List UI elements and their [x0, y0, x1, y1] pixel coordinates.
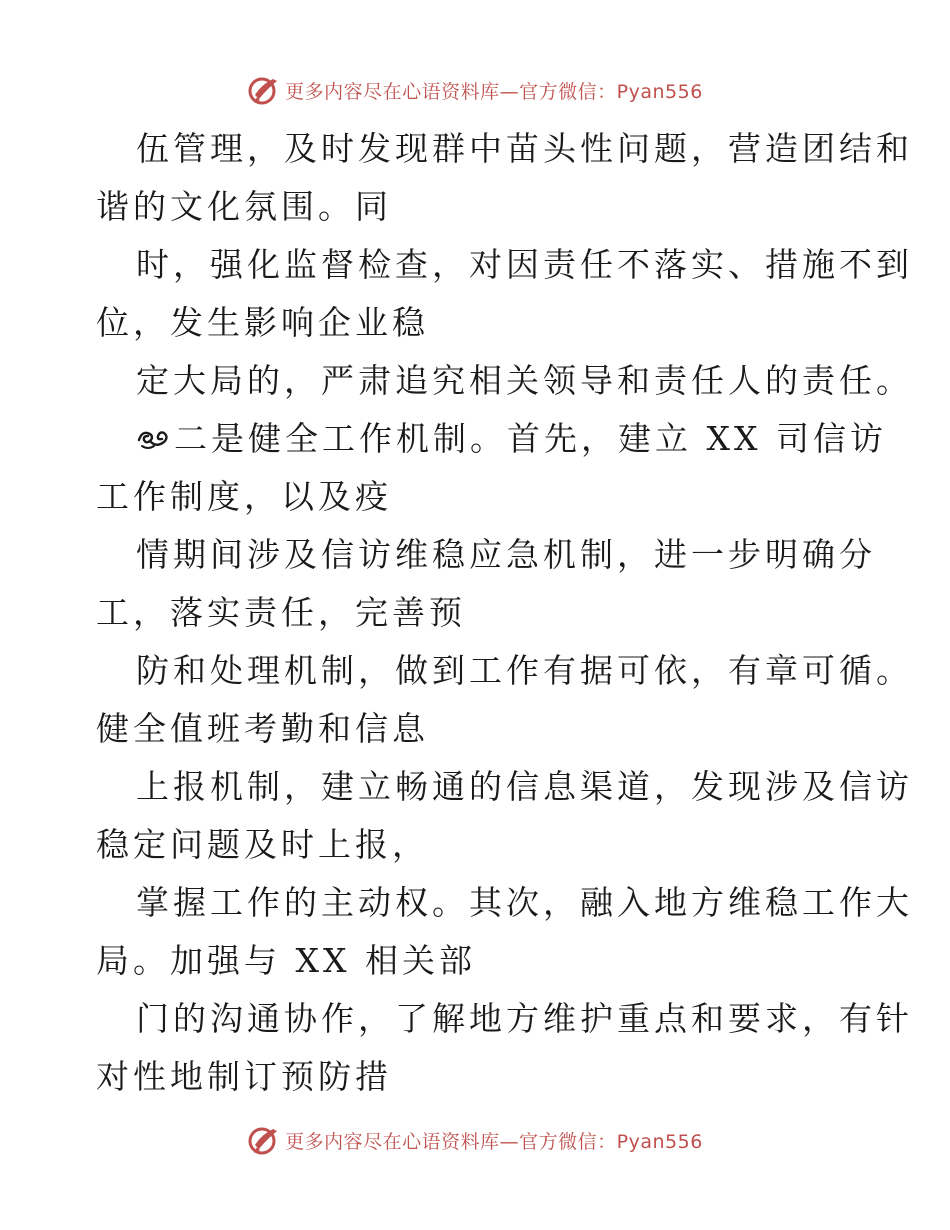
text-line: 防和处理机制，做到工作有据可依，有章可循。 — [136, 651, 913, 690]
text-line: 伍管理，及时发现群中苗头性问题，营造团结和 — [136, 129, 913, 168]
text-line: 掌握工作的主动权。其次，融入地方维稳工作大 — [136, 883, 913, 922]
text-line: 位，发生影响企业稳 — [96, 303, 429, 342]
brush-logo-icon — [247, 1123, 281, 1157]
document-body — [96, 120, 913, 1106]
text-line: 工，落实责任，完善预 — [96, 593, 466, 632]
text-line: 稳定问题及时上报， — [96, 825, 429, 864]
header-banner-text: 更多内容尽在心语资料库—官方微信：Pyan556 — [285, 80, 703, 103]
footer-banner — [0, 1120, 950, 1160]
text-line: 健全值班考勤和信息 — [96, 709, 429, 748]
text-line: 上报机制，建立畅通的信息渠道，发现涉及信访 — [136, 767, 913, 806]
text-line: 情期间涉及信访维稳应急机制，进一步明确分 — [136, 535, 876, 574]
text-line: 对性地制订预防措 — [96, 1057, 392, 1096]
text-line: 工作制度，以及疫 — [96, 477, 392, 516]
brush-logo-icon — [247, 73, 281, 107]
text-line: 二是健全工作机制。首先，建立 XX 司信访 — [174, 419, 887, 458]
text-line: 时，强化监督检查，对因责任不落实、措施不到 — [136, 245, 913, 284]
text-line: 局。加强与 XX 相关部 — [96, 941, 476, 980]
header-banner — [0, 70, 950, 110]
ornament-bullet-icon — [136, 424, 172, 454]
text-line-with-bullet — [96, 410, 887, 468]
text-line: 门的沟通协作，了解地方维护重点和要求，有针 — [136, 999, 913, 1038]
text-line: 定大局的，严肃追究相关领导和责任人的责任。 — [136, 361, 913, 400]
footer-banner-text: 更多内容尽在心语资料库—官方微信：Pyan556 — [285, 1130, 703, 1153]
text-line: 谐的文化氛围。同 — [96, 187, 392, 226]
